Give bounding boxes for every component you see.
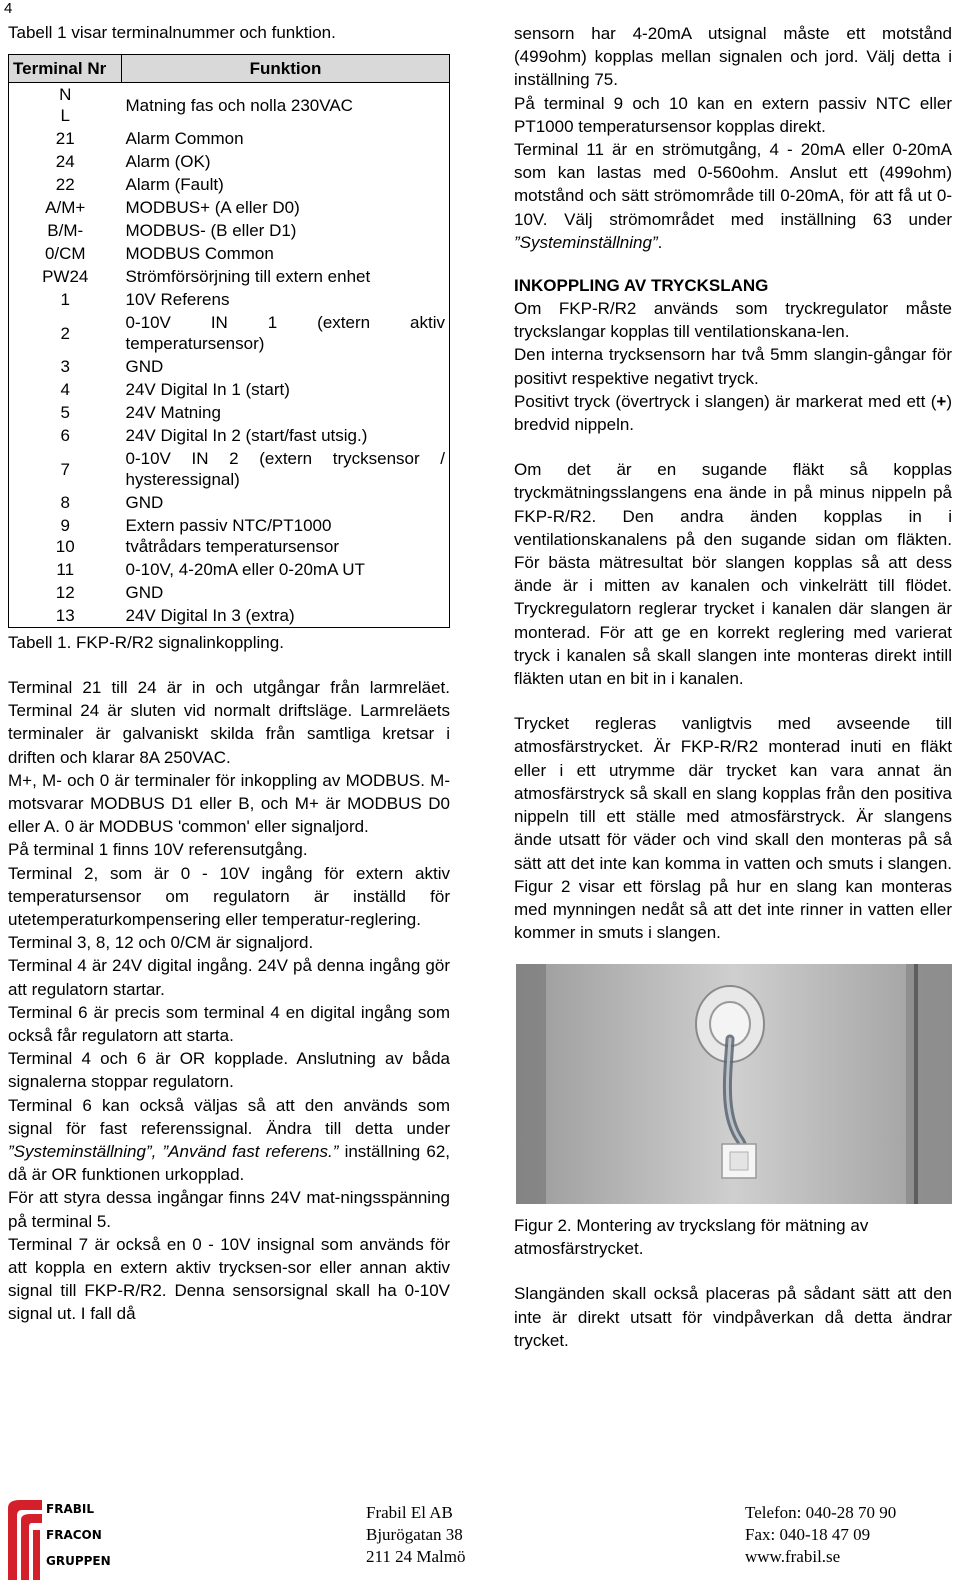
function-cell: 24V Digital In 2 (start/fast utsig.) [122,424,450,447]
paragraph: sensorn har 4-20mA utsignal måste ett motstånd (499ohm) kopplas mellan signalen och jord. Välj detta i inställning 75. [514,24,952,90]
website-link[interactable]: www.frabil.se [745,1547,841,1566]
table-body [9,83,450,628]
terminal-number-cell: 4 [9,378,122,401]
figure-caption: Figur 2. Montering av tryckslang för mätning av atmosfärstrycket. [514,1216,869,1259]
table-row [9,288,450,311]
paragraph: Om det är en sugande fläkt så kopplas tryckmätningsslangens ena ände in på minus nippeln på FKP-R/R2. Den andra änden kopplas in i ventilationskanalens på den sugande sidan om fläkten. För bästa mätresultat bör slangen kopplas så att dess ände är i mitten av kanalen och vinkelrätt till flödet. Tryckregulatorn reglerar trycket i kanalen där slangen är monterad. För att ge en korrekt reglering med varierat tryck i kanalen så skall slangen inte monteras direkt intill fläkten utan en bit in i kanalen. [514,460,952,689]
table-row [9,581,450,604]
function-cell: Alarm (OK) [122,150,450,173]
function-cell: 0-10V IN 2 (extern trycksensor / hysteressignal) [122,447,450,491]
left-body-text [8,676,450,1326]
table-row [9,219,450,242]
table-row [9,242,450,265]
table-caption: Tabell 1. FKP-R/R2 signalinkoppling. [8,633,284,652]
street-address: Bjurögatan 38 [366,1525,463,1544]
paragraph: För att styra dessa ingångar finns 24V mat-ningsspänning på terminal 5. [8,1188,450,1231]
table-row [9,127,450,150]
text-run: . [657,232,663,252]
table-row [9,311,450,355]
terminal-number-cell: 3 [9,355,122,378]
paragraph: Om FKP-R/R2 används som tryckregulator måste tryckslangar kopplas till ventilationskana-len. [514,299,952,342]
figure-2-photo [516,964,952,1204]
paragraph: Terminal 7 är också en 0 - 10V insignal som används för att koppla en extern aktiv trycksen-sor eller annan aktiv signal till FKP-R/R2. Denna sensorsignal skall ha 0-10V signal ut. I fall då [8,1234,450,1324]
function-cell: GND [122,355,450,378]
table-row [9,83,450,128]
terminal-number-cell: 12 [9,581,122,604]
page-footer [0,1492,960,1588]
italic-setting-name: ”Systeminställning” [514,232,658,252]
table-row [9,355,450,378]
terminal-number-cell: 9 10 [9,514,122,558]
table-row [9,514,450,558]
table-row [9,401,450,424]
logo-text-gruppen: GRUPPEN [46,1554,111,1568]
fax-number: Fax: 040-18 47 09 [745,1525,871,1544]
paragraph-plus-marking [514,390,952,436]
phone-number: Telefon: 040-28 70 90 [745,1503,897,1522]
paragraph: På terminal 1 finns 10V referensutgång. [8,840,308,860]
right-column [514,22,952,1352]
terminal-number-cell: 6 [9,424,122,447]
paragraph: Trycket regleras vanligtvis med avseende till atmosfärstrycket. Är FKP-R/R2 monterad inuti en fläkt eller i ett utrymme där trycket kan vara annat än atmosfärstryck så skall en slang kopplas från den positiva nippeln till ett ställe med atmosfärstryck. Är slangens ände utsatt för väder och vind skall den monteras på så sätt att det inte kan komma in vatten och smuts i slangen. Figur 2 visar ett förslag på hur en slang kan monteras med mynningen nedåt så att det inte rinner in vatten eller kommer in smuts i slangen. [514,714,952,943]
terminal-number-cell: 7 [9,447,122,491]
function-cell: 24V Matning [122,401,450,424]
section-heading: INKOPPLING AV TRYCKSLANG [514,276,769,296]
table-row [9,150,450,173]
footer-contact [745,1502,896,1568]
function-cell: Strömförsörjning till extern enhet [122,265,450,288]
table-row [9,604,450,628]
table-row [9,447,450,491]
function-cell: Alarm Common [122,127,450,150]
frabil-logo [6,1498,111,1580]
paragraph: Terminal 3, 8, 12 och 0/CM är signaljord. [8,933,314,953]
table-header-row [9,55,450,83]
function-cell: 0-10V IN 1 (extern aktiv temperatursensor) [122,311,450,355]
header-funktion: Funktion [122,55,450,83]
logo-text-fracon: FRACON [46,1528,102,1542]
terminal-table [8,54,450,628]
footer-address [366,1502,465,1568]
function-cell: Alarm (Fault) [122,173,450,196]
text-run: inställning 62, då är OR funktionen urkopplad. [8,1142,450,1185]
logo-text-frabil: FRABIL [46,1502,94,1516]
terminal-number-cell: 5 [9,401,122,424]
terminal-number-cell: 2 [9,311,122,355]
text-run: Positivt tryck (övertryck i slangen) är markerat med ett ( [514,391,937,411]
terminal-number-cell: 21 [9,127,122,150]
table-row [9,173,450,196]
text-run: Terminal 11 är en strömutgång, 4 - 20mA eller 0-20mA som kan lastas med 0-560ohm. Anslut ett (499ohm) motstånd och sätt strömområde till 0-20mA, för att få ut 0-10V. Välj strömområdet med inställning 63 under [514,140,952,229]
left-column [8,22,450,1326]
header-terminal-nr: Terminal Nr [9,55,122,83]
logo-mark-icon [6,1498,46,1580]
table-row [9,378,450,401]
terminal-number-cell: 0/CM [9,242,122,265]
function-cell: Matning fas och nolla 230VAC [122,83,450,128]
function-cell: MODBUS Common [122,242,450,265]
paragraph: M+, M- och 0 är terminaler för inkoppling av MODBUS. M- motsvarar MODBUS D1 eller B, och M+ är MODBUS D0 eller A. 0 är MODBUS 'common' eller signaljord. [8,770,450,837]
hose-mount-illustration [516,964,952,1204]
terminal-number-cell: B/M- [9,219,122,242]
function-cell: 24V Digital In 1 (start) [122,378,450,401]
function-cell: MODBUS- (B eller D1) [122,219,450,242]
table-row [9,558,450,581]
function-cell: Extern passiv NTC/PT1000 tvåtrådars temperatursensor [122,514,450,558]
paragraph: Terminal 2, som är 0 - 10V ingång för extern aktiv temperatursensor om regulatorn är inställd för utetemperaturkompensering eller temperatur-reglering. [8,863,450,930]
italic-setting-name: ”Systeminställning”, ”Använd fast referens.” [8,1142,339,1162]
paragraph-terminal-11 [514,138,952,254]
terminal-number-cell: N L [9,83,122,128]
terminal-number-cell: 11 [9,558,122,581]
paragraph: Terminal 4 är 24V digital ingång. 24V på denna ingång gör att regulatorn startar. [8,956,450,999]
function-cell: GND [122,491,450,514]
paragraph: Den interna trycksensorn har två 5mm slangin-gångar för positivt respektive negativt tryck. [514,345,952,388]
text-run: Terminal 6 kan också väljas så att den används som signal för fast referenssignal. Ändra till detta under [8,1095,450,1138]
table-row [9,491,450,514]
table-row [9,265,450,288]
postal-address: 211 24 Malmö [366,1547,466,1566]
terminal-number-cell: 24 [9,150,122,173]
terminal-number-cell: 1 [9,288,122,311]
terminal-number-cell: A/M+ [9,196,122,219]
company-name: Frabil El AB [366,1503,453,1522]
table-row [9,424,450,447]
paragraph: Terminal 4 och 6 är OR kopplade. Anslutning av båda signalerna stoppar regulatorn. [8,1049,450,1092]
terminal-number-cell: 22 [9,173,122,196]
paragraph-terminal-6 [8,1094,450,1187]
page-number: 4 [4,0,13,17]
paragraph: Terminal 6 är precis som terminal 4 en digital ingång som också får regulatorn att starta. [8,1002,450,1046]
function-cell: 10V Referens [122,288,450,311]
paragraph: På terminal 9 och 10 kan en extern passiv NTC eller PT1000 temperatursensor kopplas direkt. [514,93,952,136]
function-cell: 24V Digital In 3 (extra) [122,604,450,628]
plus-symbol: + [936,391,947,411]
terminal-number-cell: 8 [9,491,122,514]
function-cell: 0-10V, 4-20mA eller 0-20mA UT [122,558,450,581]
text-run: ) bredvid nippeln. [514,391,952,435]
terminal-number-cell: 13 [9,604,122,628]
function-cell: GND [122,581,450,604]
paragraph: Terminal 21 till 24 är in och utgångar från larmreläet. Terminal 24 är sluten vid normalt driftsläge. Larmreläets terminaler är galvaniskt skilda från samtliga kretsar i driften och klarar 8A 250VAC. [8,678,450,767]
table-row [9,196,450,219]
paragraph: Slangänden skall också placeras på sådant sätt att den inte är direkt utsatt för vindpåverkan då detta ändrar trycket. [514,1284,952,1350]
function-cell: MODBUS+ (A eller D0) [122,196,450,219]
terminal-number-cell: PW24 [9,265,122,288]
table-intro: Tabell 1 visar terminalnummer och funktion. [8,23,336,42]
